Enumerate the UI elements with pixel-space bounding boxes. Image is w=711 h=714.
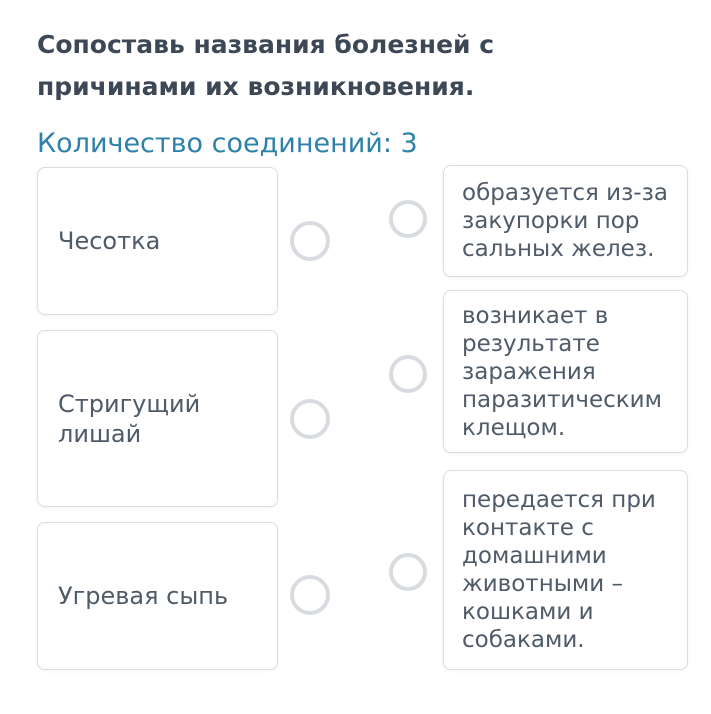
connector-dot-left-2[interactable] [290,399,330,439]
right-option-card[interactable] [443,470,688,670]
right-option-card[interactable] [443,290,688,453]
connector-dot-right-1[interactable] [389,200,427,238]
left-option-card[interactable] [37,167,278,315]
right-option-label: возникает в результате заражения паразитическим клещом. [462,302,662,441]
left-option-card[interactable] [37,522,278,670]
right-option-card[interactable] [443,165,688,277]
right-option-label: передается при контакте с домашними животными – кошками и собаками. [462,487,656,653]
task-title: Сопоставь названия болезней с причинами их возникновения. [37,30,495,101]
left-option-label: Стригущий лишай [58,389,201,448]
connector-dot-right-3[interactable] [389,553,427,591]
connections-count: Количество соединений: 3 [37,128,418,159]
right-option-label: образуется из-за закупорки пор сальных желез. [462,180,668,262]
left-option-card[interactable] [37,330,278,507]
left-option-label: Угревая сыпь [58,582,229,610]
left-option-label: Чесотка [58,227,161,255]
connector-dot-left-1[interactable] [290,221,330,261]
connector-dot-left-3[interactable] [290,575,330,615]
connector-dot-right-2[interactable] [389,355,427,393]
